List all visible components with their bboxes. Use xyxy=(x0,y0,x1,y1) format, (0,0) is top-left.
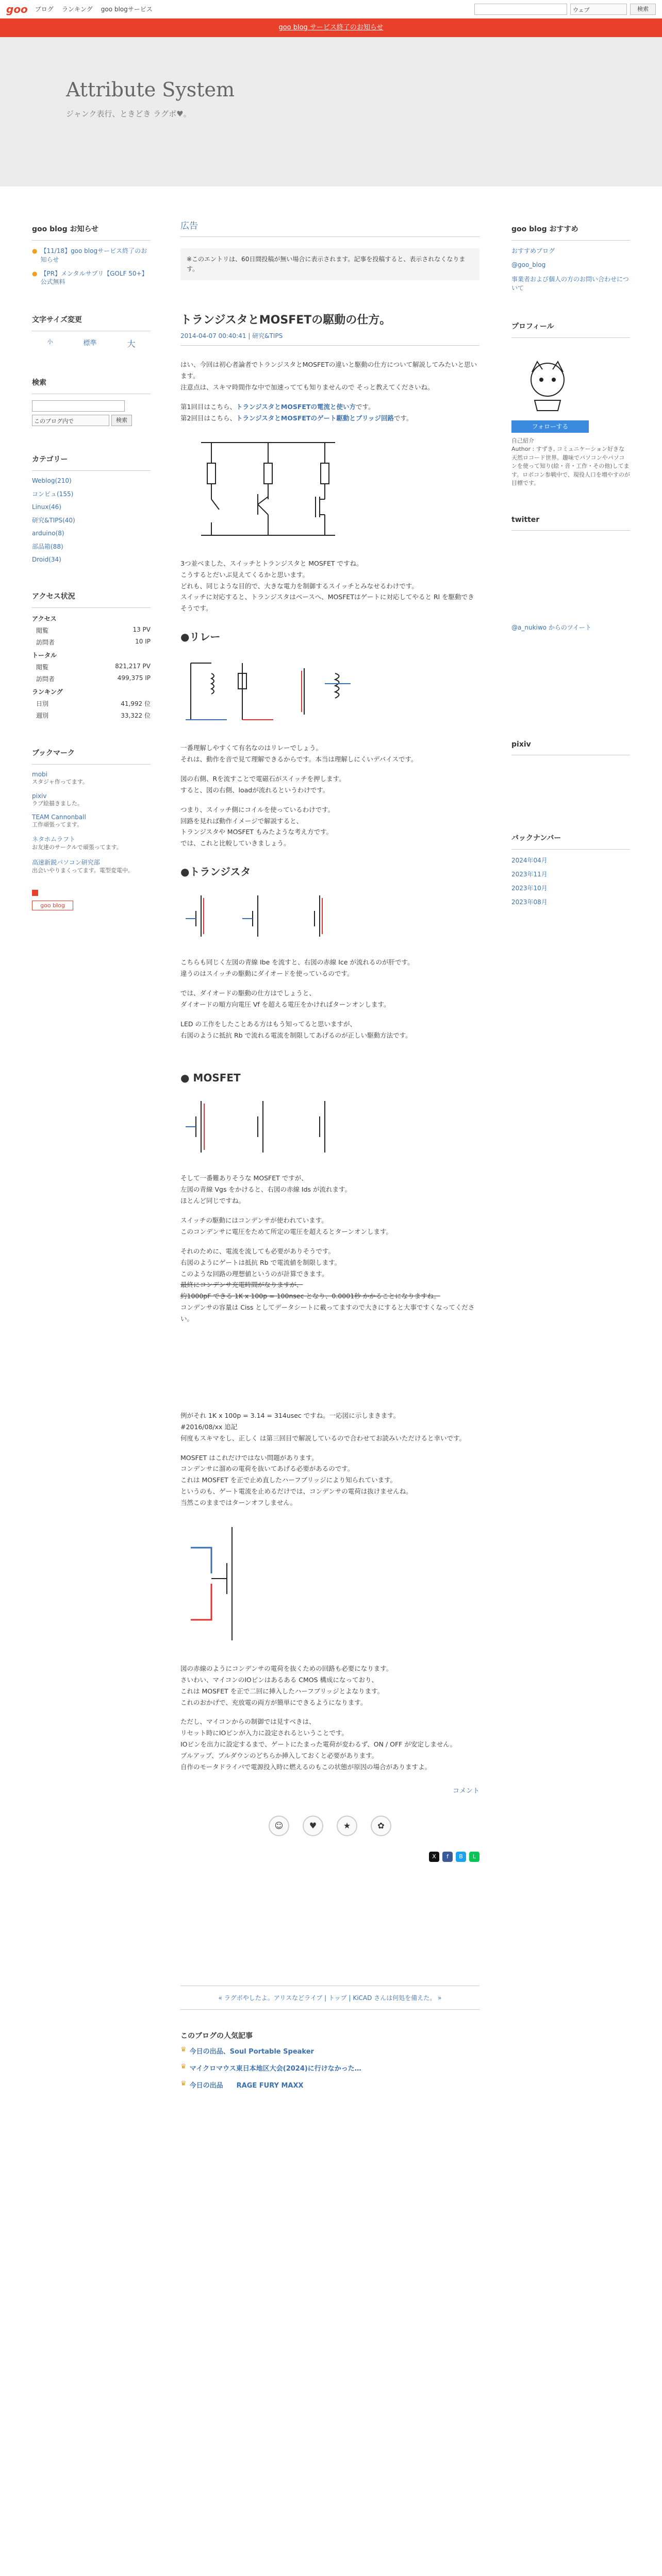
text-line: です。 xyxy=(355,403,375,411)
left-sidebar xyxy=(32,218,151,933)
crown-icon: ♛ xyxy=(180,2079,187,2088)
bookmark-item xyxy=(32,835,151,851)
text-line: 右図のようにゲートは抵抗 Rb で電流値を制限します。 xyxy=(180,1258,341,1266)
post-paragraph xyxy=(180,988,479,1010)
bullet-icon: ● xyxy=(32,269,38,277)
text-line: どれも、同じような目的で、大きな電力を制御するスイッチとみなせるわけです。 xyxy=(180,582,418,590)
text-line: ただし、マイコンからの制御では見すべきは、 xyxy=(180,1718,316,1726)
profile-name: 自己紹介 xyxy=(511,437,534,444)
category-item[interactable]: 研究&TIPS(40) xyxy=(32,517,75,524)
text-line: です。 xyxy=(393,414,413,422)
text-line: はい、今回は初心者論者でトランジスタとMOSFETの違いと駆動の仕方について解説してみたいと思います。 xyxy=(180,361,477,380)
category-block xyxy=(32,449,151,563)
backnumber-item[interactable]: 2023年10月 xyxy=(511,884,548,892)
recommend-heading: goo blog おすすめ xyxy=(511,218,630,241)
goo-blog-badge[interactable] xyxy=(32,890,151,910)
reaction-button[interactable]: ☺ xyxy=(269,1816,289,1836)
top-search xyxy=(474,4,656,15)
profile-block xyxy=(511,316,630,488)
post-paragraph xyxy=(180,773,479,796)
text-line: 自作のモータドライバで電源投入時に燃えるのもこの状態が原因の場合がありますよ。 xyxy=(180,1762,432,1771)
post-paragraph xyxy=(180,1410,479,1444)
mosfet-figure xyxy=(180,1093,387,1160)
pixiv-block xyxy=(511,735,630,755)
main-content xyxy=(180,218,479,2097)
post-paragraph xyxy=(180,1019,479,1041)
reaction-button[interactable]: ★ xyxy=(337,1816,357,1836)
recommend-link[interactable]: おすすめブログ xyxy=(511,247,555,255)
text-line: スイッチの駆動にはコンデンサが使われています。 xyxy=(180,1216,328,1224)
previous-post-link[interactable]: トランジスタとMOSFETのゲート駆動とブリッジ回路 xyxy=(236,414,394,422)
avatar xyxy=(517,351,578,413)
text-line: これは MOSFET を正で止め直したハーフブリッジにより知られています。 xyxy=(180,1476,397,1484)
post-paragraph xyxy=(180,742,479,765)
text-line: リセット時にIOピンが入力に設定されるということです。 xyxy=(180,1729,348,1737)
backnumber-item[interactable]: 2023年08月 xyxy=(511,898,548,906)
text-line: それは、動作を音で見て理解できるからです。本当は理解しにくいデバイスです。 xyxy=(180,755,418,763)
profile-text: Author : すずき, コミュニケーション好きな天然ロコード世界。趣味でパソコンやパソコンを使って知り(絵・音・工作・その他)してます。ロボコン参戦中で、現役人口を増やすのが目標です。 xyxy=(511,446,630,487)
text-line: そして一番難ありそうな MOSFET ですが、 xyxy=(180,1174,308,1182)
font-small[interactable]: 小 xyxy=(47,338,53,346)
text-line: ダイオードの順方向電圧 Vf を超える電圧をかければターンオンします。 xyxy=(180,1000,390,1008)
text-line: コンデンサに溜めの電荷を抜いてあげる必要があるのです。 xyxy=(180,1465,354,1473)
top-search-input[interactable] xyxy=(474,4,567,15)
bookmark-block xyxy=(32,742,151,910)
popular-item-title: 今日の出品、Soul Portable Speaker xyxy=(189,2047,314,2056)
text-line: これのおかげで、充放電の両方が簡単にできるようになります。 xyxy=(180,1698,367,1706)
backnumber-list xyxy=(511,856,630,906)
access-row-label: 閲覧 xyxy=(36,627,49,635)
bookmark-link[interactable]: 高速新鋭パソコン研究部 xyxy=(32,858,100,866)
notice-text: 【11/18】goo blogサービス終了のお知らせ xyxy=(40,247,147,263)
blog-search-input[interactable] xyxy=(32,400,125,412)
bookmark-link[interactable]: ネタホムラフト xyxy=(32,836,76,843)
post-paragraph xyxy=(180,1716,479,1772)
bookmark-item xyxy=(32,771,151,786)
access-row-label: 訪問者 xyxy=(36,639,55,647)
post-pager[interactable]: « ラグボやしたよ。アリスなどライブ | トップ | KiCAD さんは何処を備えた。 » xyxy=(180,1986,479,2010)
top-nav xyxy=(35,5,159,13)
text-line: 図の赤線のようにコンデンサの電荷を抜くための回路も必要になります。 xyxy=(180,1664,393,1672)
relay-figure xyxy=(180,653,387,730)
notice-text: 【PR】メンタルサプリ【GOLF 50+】公式無料 xyxy=(40,269,148,286)
twitter-link[interactable]: @a_nukiwo からのツイート xyxy=(511,623,591,631)
recommend-note[interactable]: 事業者および個人の方のお問い合わせについて xyxy=(511,275,629,292)
inactive-notice: ※このエントリは、60日間投稿が無い場合に表示されます。記事を投稿すると、表示されなくなります。 xyxy=(180,248,479,280)
bookmark-desc: お友達のサークルで頑張ってます。 xyxy=(32,844,122,851)
category-item[interactable]: コンピュ(155) xyxy=(32,490,74,498)
popular-item-title: 今日の出品 RAGE FURY MAXX xyxy=(189,2081,304,2090)
crown-icon: ♛ xyxy=(180,2045,187,2054)
comment-link[interactable]: コメント xyxy=(452,1787,479,1795)
text-line: 回路を見れば動作イメージで解説すると、 xyxy=(180,817,303,825)
access-label: アクセス xyxy=(32,615,57,623)
post-paragraph xyxy=(180,1173,479,1207)
text-line: 当然このままではターンオフしません。 xyxy=(180,1499,297,1506)
ranking-row xyxy=(32,711,151,720)
post-paragraph xyxy=(180,804,479,850)
goo-notice-block xyxy=(32,218,151,286)
blog-title[interactable]: Attribute System xyxy=(66,78,235,101)
text-line: 3つ並べました、スイッチとトランジスタと MOSFET ですね。 xyxy=(180,559,363,567)
text-line: ほとんど同じですね。 xyxy=(180,1197,245,1205)
total-row-value: 499,375 IP xyxy=(117,674,151,682)
strikethrough-line: 約1000pF できる 1K x 100p = 100nsec となり、0.0001秒 かかることになりますね。 xyxy=(180,1292,440,1300)
ranking-row-label: 週別 xyxy=(36,712,49,720)
facebook-share-icon[interactable]: f xyxy=(442,1852,453,1862)
text-line: 例がそれ 1K x 100p = 3.14 = 314usec ですね。一応図に示しまきます。 xyxy=(180,1411,400,1419)
category-item[interactable]: 部品箱(88) xyxy=(32,543,63,551)
text-line: MOSFET はこれだけではない問題があります。 xyxy=(180,1453,318,1462)
reaction-button[interactable]: ✿ xyxy=(371,1816,391,1836)
post-paragraph xyxy=(180,1452,479,1509)
hatena-share-icon[interactable]: B xyxy=(456,1852,466,1862)
notice-item[interactable] xyxy=(32,269,151,287)
circuit-figure-comparison xyxy=(180,432,366,546)
text-line: 一番理解しやすくて有名なのはリレーでしょう。 xyxy=(180,744,323,752)
section-heading-mosfet: ● MOSFET xyxy=(180,1072,241,1084)
text-line: つまり、スイッチ側にコイルを使っているわけです。 xyxy=(180,805,335,814)
post-paragraph xyxy=(180,1246,479,1325)
section-heading-transistor: ●トランジスタ xyxy=(180,866,251,878)
search-heading: 検索 xyxy=(32,372,151,394)
text-line: IOピンを出力に設定するまで、ゲートにたまった電荷が変わるず、ON / OFF が安定しません。 xyxy=(180,1740,457,1749)
text-line: これは MOSFET を正で二回に挿入したハーフブリッジとよなります。 xyxy=(180,1687,384,1695)
post-paragraph xyxy=(180,558,479,614)
backnumber-block xyxy=(511,827,630,906)
transistor-figure xyxy=(180,888,387,944)
reaction-button[interactable]: ♥ xyxy=(303,1816,323,1836)
bookmark-desc: スタジャ作ってます。 xyxy=(32,778,88,786)
font-size-block xyxy=(32,309,151,349)
bookmark-desc: 工作頑張ってます。 xyxy=(32,821,83,828)
top-search-button[interactable]: 検索 xyxy=(630,4,656,15)
blog-tagline: ジャンク表行、ときどき ラグボ♥。 xyxy=(66,109,191,118)
post-paragraph xyxy=(180,1663,479,1708)
total-row-label: 訪問者 xyxy=(36,675,55,683)
post-paragraph xyxy=(180,957,479,979)
share-buttons xyxy=(180,1852,479,1862)
bookmark-item xyxy=(32,858,151,874)
text-line: LED の工作をしたことある方はもう知ってると思いますが、 xyxy=(180,1020,356,1028)
access-row-value: 10 IP xyxy=(135,638,151,646)
backnumber-heading: バックナンバー xyxy=(511,827,630,850)
ad-label: 広告 xyxy=(180,218,479,237)
text-line: それのために、電流を流しても必要がありそうです。 xyxy=(180,1247,335,1255)
popular-heading: このブログの人気記事 xyxy=(180,2031,253,2040)
total-row xyxy=(32,674,151,683)
text-line: 右図のように抵抗 Rb で流れる電流を制限してあげるのが正しい駆動方法です。 xyxy=(180,1031,412,1039)
text-line: こちらも同じく左図の青線 Ibe を流すと、右図の赤線 Ice が流れるのが肝です。 xyxy=(180,958,414,967)
bookmark-link[interactable]: TEAM Cannonball xyxy=(32,813,86,821)
nav-ranking[interactable]: ランキング xyxy=(61,6,93,13)
notice-heading: goo blog お知らせ xyxy=(32,218,151,241)
post-title[interactable]: トランジスタとMOSFETの駆動の仕方。 xyxy=(180,314,391,327)
font-size-heading: 文字サイズ変更 xyxy=(32,309,151,331)
bullet-icon: ● xyxy=(32,247,38,255)
right-sidebar xyxy=(511,218,630,929)
text-line: こうするとだいぶ見えてくるかと思います。 xyxy=(180,570,309,579)
announcement-bar xyxy=(0,19,662,37)
category-item[interactable]: arduino(8) xyxy=(32,530,64,537)
category-list xyxy=(32,477,151,563)
total-row-label: 閲覧 xyxy=(36,664,49,671)
category-heading: カテゴリー xyxy=(32,449,151,471)
text-line: #2016/08/xx 追記 xyxy=(180,1422,238,1431)
text-line: 第1回目はこちら、 xyxy=(180,403,236,411)
font-size-options xyxy=(32,337,151,349)
backnumber-item[interactable]: 2023年11月 xyxy=(511,870,548,878)
popular-item[interactable] xyxy=(180,2046,479,2056)
ranking-row-value: 33,322 位 xyxy=(121,712,151,720)
rss-icon[interactable] xyxy=(32,890,38,896)
text-line: このような回路の理想値というのが計算できます。 xyxy=(180,1269,328,1278)
total-row xyxy=(32,663,151,671)
text-line: トランジスタや MOSFET もみたような考え方です。 xyxy=(180,828,333,836)
recommend-link[interactable]: @goo_blog xyxy=(511,261,546,269)
profile-heading: プロフィール xyxy=(511,316,630,338)
pixiv-heading: pixiv xyxy=(511,735,630,755)
text-line: では、これと比較していきましょう。 xyxy=(180,839,290,848)
text-line: というのも、ゲート電流を止めるだけでは、コンデンサの電荷は抜けませんね。 xyxy=(180,1487,412,1496)
bookmark-link[interactable]: pixiv xyxy=(32,792,47,800)
x-share-icon[interactable]: X xyxy=(429,1852,439,1862)
access-heading: アクセス状況 xyxy=(32,586,151,608)
recommend-block xyxy=(511,218,630,293)
font-large[interactable]: 大 xyxy=(127,339,136,349)
text-line: 第2回目はこちら、 xyxy=(180,414,236,422)
text-line: 左図の青線 Vgs をかけると、右図の赤線 Ids が流れます。 xyxy=(180,1185,352,1194)
text-line: プルアップ、プルダウンのどちらか挿入しておくと必要があります。 xyxy=(180,1752,378,1759)
ranking-label: ランキング xyxy=(32,688,63,696)
popular-item[interactable] xyxy=(180,2080,479,2090)
access-row xyxy=(32,626,151,635)
strikethrough-line: 最終にコンデンサ充電時間がなりますが、 xyxy=(180,1281,303,1289)
ranking-row-value: 41,992 位 xyxy=(121,700,151,708)
top-bar xyxy=(0,0,662,19)
access-row-value: 13 PV xyxy=(133,626,151,634)
post-paragraph xyxy=(180,359,479,393)
post-meta[interactable]: 2014-04-07 00:40:41 | 研究&TIPS xyxy=(180,331,479,346)
post-paragraph xyxy=(180,1215,479,1238)
line-share-icon[interactable]: L xyxy=(469,1852,479,1862)
popular-item[interactable] xyxy=(180,2063,479,2073)
bookmark-desc: ラブ絵描きました。 xyxy=(32,800,83,807)
follow-button[interactable]: フォローする xyxy=(511,420,589,433)
access-block xyxy=(32,586,151,720)
ranking-row xyxy=(32,699,151,708)
category-item[interactable]: Linux(46) xyxy=(32,503,61,511)
font-normal[interactable]: 標準 xyxy=(83,340,97,348)
blog-search-block xyxy=(32,372,151,426)
reaction-buttons xyxy=(180,1816,479,1836)
blog-search-scope[interactable]: このブログ内で xyxy=(32,415,109,426)
bookmark-desc: 出会いやりまくってます。電型変電中。 xyxy=(32,867,134,874)
text-line: このコンデンサに電圧をためて所定の電圧を超えるとターンオンします。 xyxy=(180,1227,393,1235)
post-paragraph xyxy=(180,401,479,424)
text-line: 図の右側、Rを流すことで電磁石がスイッチを押します。 xyxy=(180,774,345,783)
half-bridge-figure xyxy=(180,1517,284,1651)
crown-icon: ♛ xyxy=(180,2062,187,2071)
text-line: では、ダイオードの駆動の仕方はでしょうと、 xyxy=(180,989,316,997)
text-line: すると、図の右側、loadが流れるというわけです。 xyxy=(180,786,329,794)
bookmark-item xyxy=(32,814,151,828)
blog-header xyxy=(0,37,662,187)
search-scope-select[interactable]: ウェブ xyxy=(570,4,627,15)
goo-logo[interactable]: goo xyxy=(6,3,28,15)
spacer xyxy=(180,1333,479,1410)
access-row xyxy=(32,638,151,647)
total-label: トータル xyxy=(32,652,57,659)
bookmark-heading: ブックマーク xyxy=(32,742,151,765)
section-heading-relay: ●リレー xyxy=(180,631,221,643)
ranking-row-label: 日別 xyxy=(36,700,49,708)
text-line: さいわい、マイコンのIOピンはあるある CMOS 構成になっており、 xyxy=(180,1675,378,1684)
goo-blog-badge-label[interactable]: goo blog xyxy=(32,901,73,910)
twitter-block xyxy=(511,511,630,632)
notice-item[interactable] xyxy=(32,247,151,264)
previous-post-link[interactable]: トランジスタとMOSFETの電流と使い方 xyxy=(236,403,356,411)
nav-service[interactable]: goo blogサービス xyxy=(101,6,153,13)
bookmark-link[interactable]: mobi xyxy=(32,771,47,778)
twitter-heading: twitter xyxy=(511,511,630,531)
nav-blog[interactable]: ブログ xyxy=(35,6,54,13)
backnumber-item[interactable]: 2024年04月 xyxy=(511,856,548,864)
text-line: 注意点は、スキマ時間作な中で加速ってても知りませんので そっと教えてくださいね。 xyxy=(180,383,434,392)
total-row-value: 821,217 PV xyxy=(115,663,151,670)
bookmark-item xyxy=(32,792,151,807)
text-line: 違うのはスイッチの駆動にダイオードを使っているのです。 xyxy=(180,970,354,977)
text-line: コンデンサの容量は Ciss としてデータシートに載ってますので大きにすると大事ですくなってください。 xyxy=(180,1303,475,1323)
text-line: スイッチに対応すると、トランジスタはベースへ、MOSFETはゲートに対応してやると Rl を駆動できそうです。 xyxy=(180,593,474,613)
popular-item-title: マイクロマウス東日本地区大会(2024)に行けなかった… xyxy=(189,2064,361,2073)
announcement-link[interactable]: goo blog サービス終了のお知らせ xyxy=(278,24,384,31)
category-item[interactable]: Weblog(210) xyxy=(32,477,72,485)
text-line: 何度もスキマをし、正しく は第三回目で解説しているので合わせてお読みいただけると幸いです。 xyxy=(180,1434,466,1442)
blog-search-button[interactable]: 検索 xyxy=(111,415,132,426)
category-item[interactable]: Droid(34) xyxy=(32,556,61,564)
